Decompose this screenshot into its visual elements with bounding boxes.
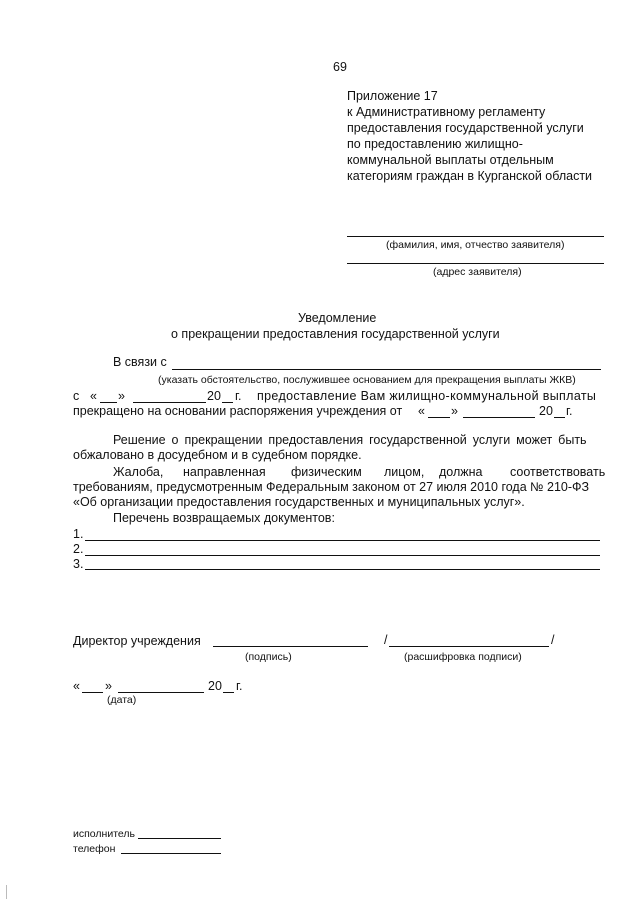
date-day-field[interactable] [100, 402, 117, 403]
sign-date-close-quote: » [105, 679, 112, 693]
decoding-slash-open: / [384, 633, 388, 647]
stopped-text: прекращено на основании распоряжения учреждения от [73, 404, 403, 418]
appendix-line: по предоставлению жилищно- [347, 137, 523, 151]
sign-date-year-prefix: 20 [208, 679, 222, 693]
date-close-quote: » [118, 389, 125, 403]
applicant-name-line[interactable] [347, 236, 604, 237]
applicant-address-caption: (адрес заявителя) [433, 266, 522, 278]
document-number: 3. [73, 557, 84, 571]
executor-field[interactable] [138, 838, 221, 839]
signature-field[interactable] [213, 646, 368, 647]
document-line[interactable] [85, 569, 600, 570]
signature-caption: (подпись) [245, 651, 292, 663]
decoding-field[interactable] [389, 646, 549, 647]
order-open-quote: « [418, 404, 425, 418]
appendix-line: коммунальной выплаты отдельным [347, 153, 554, 167]
applicant-name-caption: (фамилия, имя, отчество заявителя) [386, 239, 565, 251]
document-number: 1. [73, 527, 84, 541]
date-year-suffix: г. [235, 389, 242, 403]
decoding-slash-close: / [551, 633, 555, 647]
complaint-word: соответствовать [510, 465, 606, 479]
order-day-field[interactable] [428, 417, 450, 418]
circumstance-caption: (указать обстоятельство, послужившее основанием для прекращения выплаты ЖКВ) [158, 374, 576, 386]
order-year-prefix: 20 [539, 404, 553, 418]
executor-label: исполнитель [73, 828, 135, 840]
documents-heading: Перечень возвращаемых документов: [113, 511, 335, 525]
document-line[interactable] [85, 555, 600, 556]
date-c-label: с [73, 389, 80, 403]
phone-field[interactable] [121, 853, 221, 854]
sign-date-year-field[interactable] [223, 692, 234, 693]
sign-date-year-suffix: г. [236, 679, 243, 693]
complaint-word: физическим [291, 465, 362, 479]
in-connection-label: В связи с [113, 355, 167, 369]
scan-edge-mark [6, 885, 7, 899]
director-label: Директор учреждения [73, 634, 201, 648]
appendix-line: Приложение 17 [347, 89, 438, 103]
phone-label: телефон [73, 843, 116, 855]
complaint-word: направленная [183, 465, 266, 479]
appendix-line: предоставления государственной услуги [347, 121, 584, 135]
sign-date-caption: (дата) [107, 694, 137, 706]
document-title: Уведомление [298, 311, 377, 325]
date-year-prefix: 20 [207, 389, 221, 403]
complaint-word: должна [439, 465, 483, 479]
order-year-suffix: г. [566, 404, 573, 418]
date-open-quote: « [90, 389, 97, 403]
order-month-field[interactable] [463, 417, 535, 418]
complaint-word: Жалоба, [113, 465, 164, 479]
provision-text: предоставление Вам жилищно-коммунальной выплаты [257, 389, 597, 403]
decision-line: Решение о прекращении предоставления государственной услуги может быть [113, 433, 587, 447]
document-subtitle: о прекращении предоставления государственной услуги [171, 327, 500, 341]
appendix-line: категориям граждан в Курганской области [347, 169, 593, 183]
page-number: 69 [333, 60, 347, 74]
date-year-field[interactable] [222, 402, 233, 403]
complaint-line: «Об организации предоставления государственных и муниципальных услуг». [73, 495, 525, 509]
applicant-address-line[interactable] [347, 263, 604, 264]
complaint-word: лицом, [384, 465, 425, 479]
document-line[interactable] [85, 540, 600, 541]
document-number: 2. [73, 542, 84, 556]
decoding-caption: (расшифровка подписи) [404, 651, 522, 663]
order-year-field[interactable] [554, 417, 565, 418]
sign-date-day-field[interactable] [82, 692, 103, 693]
order-close-quote: » [451, 404, 458, 418]
date-month-field[interactable] [133, 402, 206, 403]
decision-line: обжаловано в досудебном и в судебном порядке. [73, 448, 362, 462]
circumstance-line[interactable] [172, 369, 601, 370]
complaint-line: требованиям, предусмотренным Федеральным законом от 27 июля 2010 года № 210-ФЗ [73, 480, 590, 494]
appendix-line: к Административному регламенту [347, 105, 546, 119]
sign-date-open-quote: « [73, 679, 80, 693]
